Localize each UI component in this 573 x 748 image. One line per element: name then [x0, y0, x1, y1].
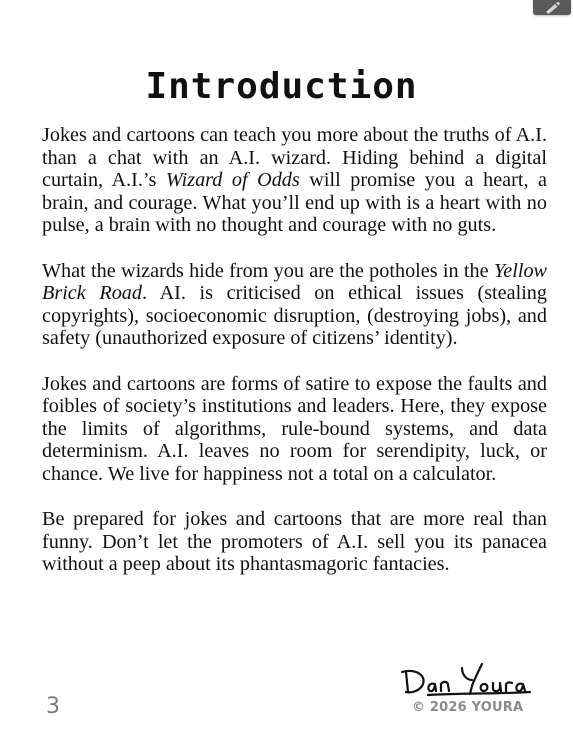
pen-icon: [542, 2, 562, 14]
copyright-notice: © 2026 YOURA: [412, 700, 524, 715]
introduction-body: [42, 124, 547, 598]
edit-corner-button[interactable]: [533, 0, 571, 15]
page-title: Introduction: [145, 66, 418, 107]
paragraph-3: Jokes and cartoons are forms of satire to expose the faults and foibles of society’s institutions and leaders. Here, they expose the limits of algorithms, rule-bound systems, and data determinism. A.I. leaves no room for serendipity, luck, or chance. We live for happiness not a total on a calculator.: [42, 372, 547, 485]
paragraph-1: Jokes and cartoons can teach you more about the truths of A.I. than a chat with an A.I. wizard. Hiding behind a digital curtain, A.I.’s Wizard of Odds will promise you a heart, a brain, and courage. What you’ll end up with is a heart with no pulse, a brain with no thought and courage with no guts.: [42, 124, 547, 237]
author-signature: [400, 660, 532, 700]
paragraph-2: What the wizards hide from you are the potholes in the Yellow Brick Road. AI. is criticised on ethical issues (stealing copyrights), socioeconomic disruption, (destroying jobs), and safety (unauthorized exposure of citizens’ identity).: [42, 259, 547, 350]
paragraph-4: Be prepared for jokes and cartoons that are more real than funny. Don’t let the promoters of A.I. sell you its panacea without a peep about its phantasmagoric fantacies.: [42, 508, 547, 576]
page-number: 3: [46, 694, 60, 719]
